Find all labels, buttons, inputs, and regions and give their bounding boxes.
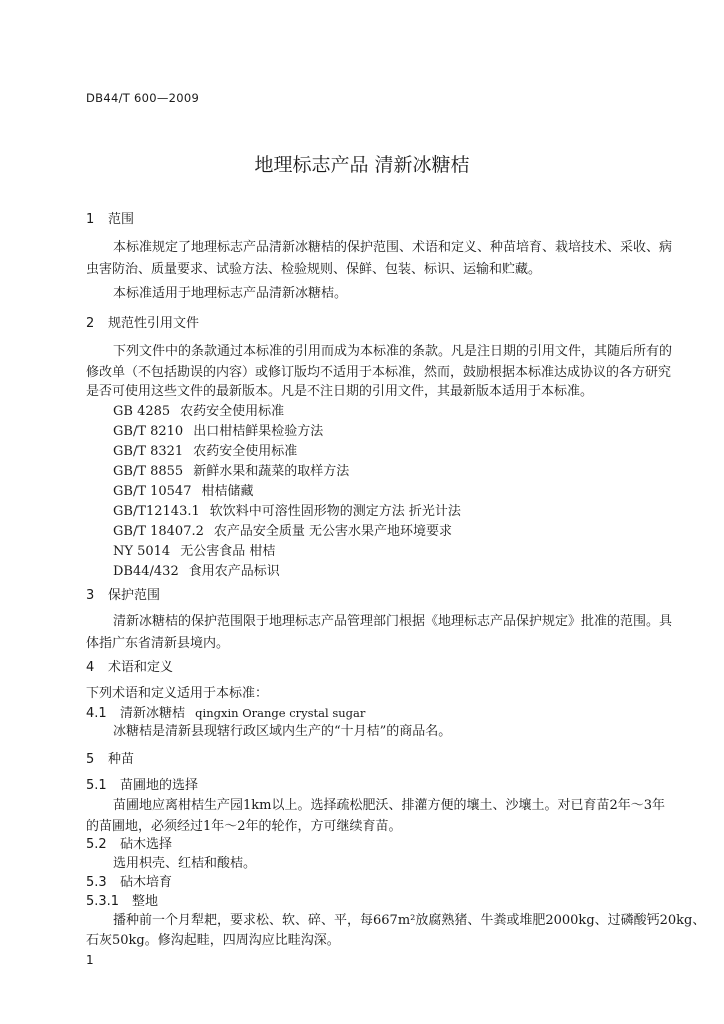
- subsection-5-1-paragraph-line: 的苗圃地，必须经过1年～2年的轮作，方可继续育苗。: [86, 819, 402, 834]
- reference-item: DB44/432 食用农产品标识: [113, 564, 280, 579]
- subsection-5-1-heading: 5.1 苗圃地的选择: [86, 778, 199, 793]
- term-english-name: qingxin Orange crystal sugar: [195, 706, 366, 720]
- term-4-1-definition: 冰糖桔是清新县现辖行政区域内生产的“十月桔”的商品名。: [113, 724, 452, 739]
- subsection-5-1-paragraph-line: 苗圃地应离柑桔生产园1km以上。选择疏松肥沃、排灌方便的壤土、沙壤土。对已育苗2年～3年: [113, 798, 666, 813]
- reference-item: GB/T12143.1 软饮料中可溶性固形物的测定方法 折光计法: [113, 504, 461, 519]
- document-title: 地理标志产品 清新冰糖桔: [254, 154, 470, 176]
- section-4-intro: 下列术语和定义适用于本标准：: [86, 686, 269, 701]
- subsection-5-2-paragraph: 选用枳壳、红桔和酸桔。: [113, 856, 257, 871]
- section-title: 范围: [108, 212, 135, 227]
- reference-item: GB/T 18407.2 农产品安全质量 无公害水果产地环境要求: [113, 524, 453, 539]
- reference-item: GB 4285 农药安全使用标准: [113, 404, 285, 419]
- reference-item: GB/T 8210 出口柑桔鲜果检验方法: [113, 424, 324, 439]
- subsection-5-3-1-paragraph-line: 石灰50kg。修沟起畦，四周沟应比畦沟深。: [86, 933, 340, 948]
- subsection-5-3-1-paragraph-line: 播种前一个月犁耙，要求松、软、碎、平，每667m²放腐熟猪、牛粪或堆肥2000kg、过磷酸钙20kg、: [113, 913, 706, 928]
- term-name: 清新冰糖桔: [120, 706, 186, 721]
- section-title: 规范性引用文件: [108, 316, 200, 331]
- reference-item: GB/T 10547 柑桔储藏: [113, 484, 254, 499]
- section-title: 种苗: [108, 752, 135, 767]
- section-title: 保护范围: [108, 588, 161, 603]
- section-1-paragraph-line: 虫害防治、质量要求、试验方法、检验规则、保鲜、包装、标识、运输和贮藏。: [86, 262, 542, 277]
- reference-item: NY 5014 无公害食品 柑桔: [113, 544, 276, 559]
- section-1-heading: [86, 212, 134, 228]
- term-4-1-heading: 4.1 清新冰糖桔 qingxin Orange crystal sugar: [86, 706, 366, 721]
- subsection-5-2-heading: 5.2 砧木选择: [86, 837, 173, 852]
- section-5-heading: [86, 752, 134, 768]
- section-2-paragraph-line: 是否可使用这些文件的最新版本。凡是不注日期的引用文件，其最新版本适用于本标准。: [86, 384, 594, 399]
- section-3-heading: [86, 588, 160, 604]
- section-3-paragraph-line: 体指广东省清新县境内。: [86, 636, 230, 651]
- section-1-paragraph: 本标准适用于地理标志产品清新冰糖桔。: [113, 286, 348, 301]
- standard-number: DB44/T 600—2009: [86, 91, 200, 105]
- section-title: 术语和定义: [108, 660, 174, 675]
- section-1-paragraph-line: 本标准规定了地理标志产品清新冰糖桔的保护范围、术语和定义、种苗培育、栽培技术、采收、病: [113, 240, 673, 255]
- section-number: 3: [86, 588, 95, 603]
- section-2-paragraph-line: 下列文件中的条款通过本标准的引用而成为本标准的条款。凡是注日期的引用文件，其随后所有的: [113, 344, 673, 359]
- section-number: 1: [86, 212, 95, 227]
- page-number: 1: [86, 953, 94, 967]
- reference-item: GB/T 8321 农药安全使用标准: [113, 444, 298, 459]
- subsection-5-3-1-heading: 5.3.1 整地: [86, 894, 159, 909]
- section-number: 2: [86, 316, 95, 331]
- section-number: 5: [86, 752, 95, 767]
- section-2-heading: [86, 316, 199, 332]
- section-3-paragraph-line: 清新冰糖桔的保护范围限于地理标志产品管理部门根据《地理标志产品保护规定》批准的范围。具: [113, 614, 673, 629]
- section-number: 4: [86, 660, 95, 675]
- section-2-paragraph-line: 修改单（不包括勘误的内容）或修订版均不适用于本标准，然而，鼓励根据本标准达成协议的各方研究: [86, 365, 672, 380]
- section-4-heading: [86, 660, 173, 676]
- reference-item: GB/T 8855 新鲜水果和蔬菜的取样方法: [113, 464, 350, 479]
- subsection-5-3-heading: 5.3 砧木培育: [86, 875, 173, 890]
